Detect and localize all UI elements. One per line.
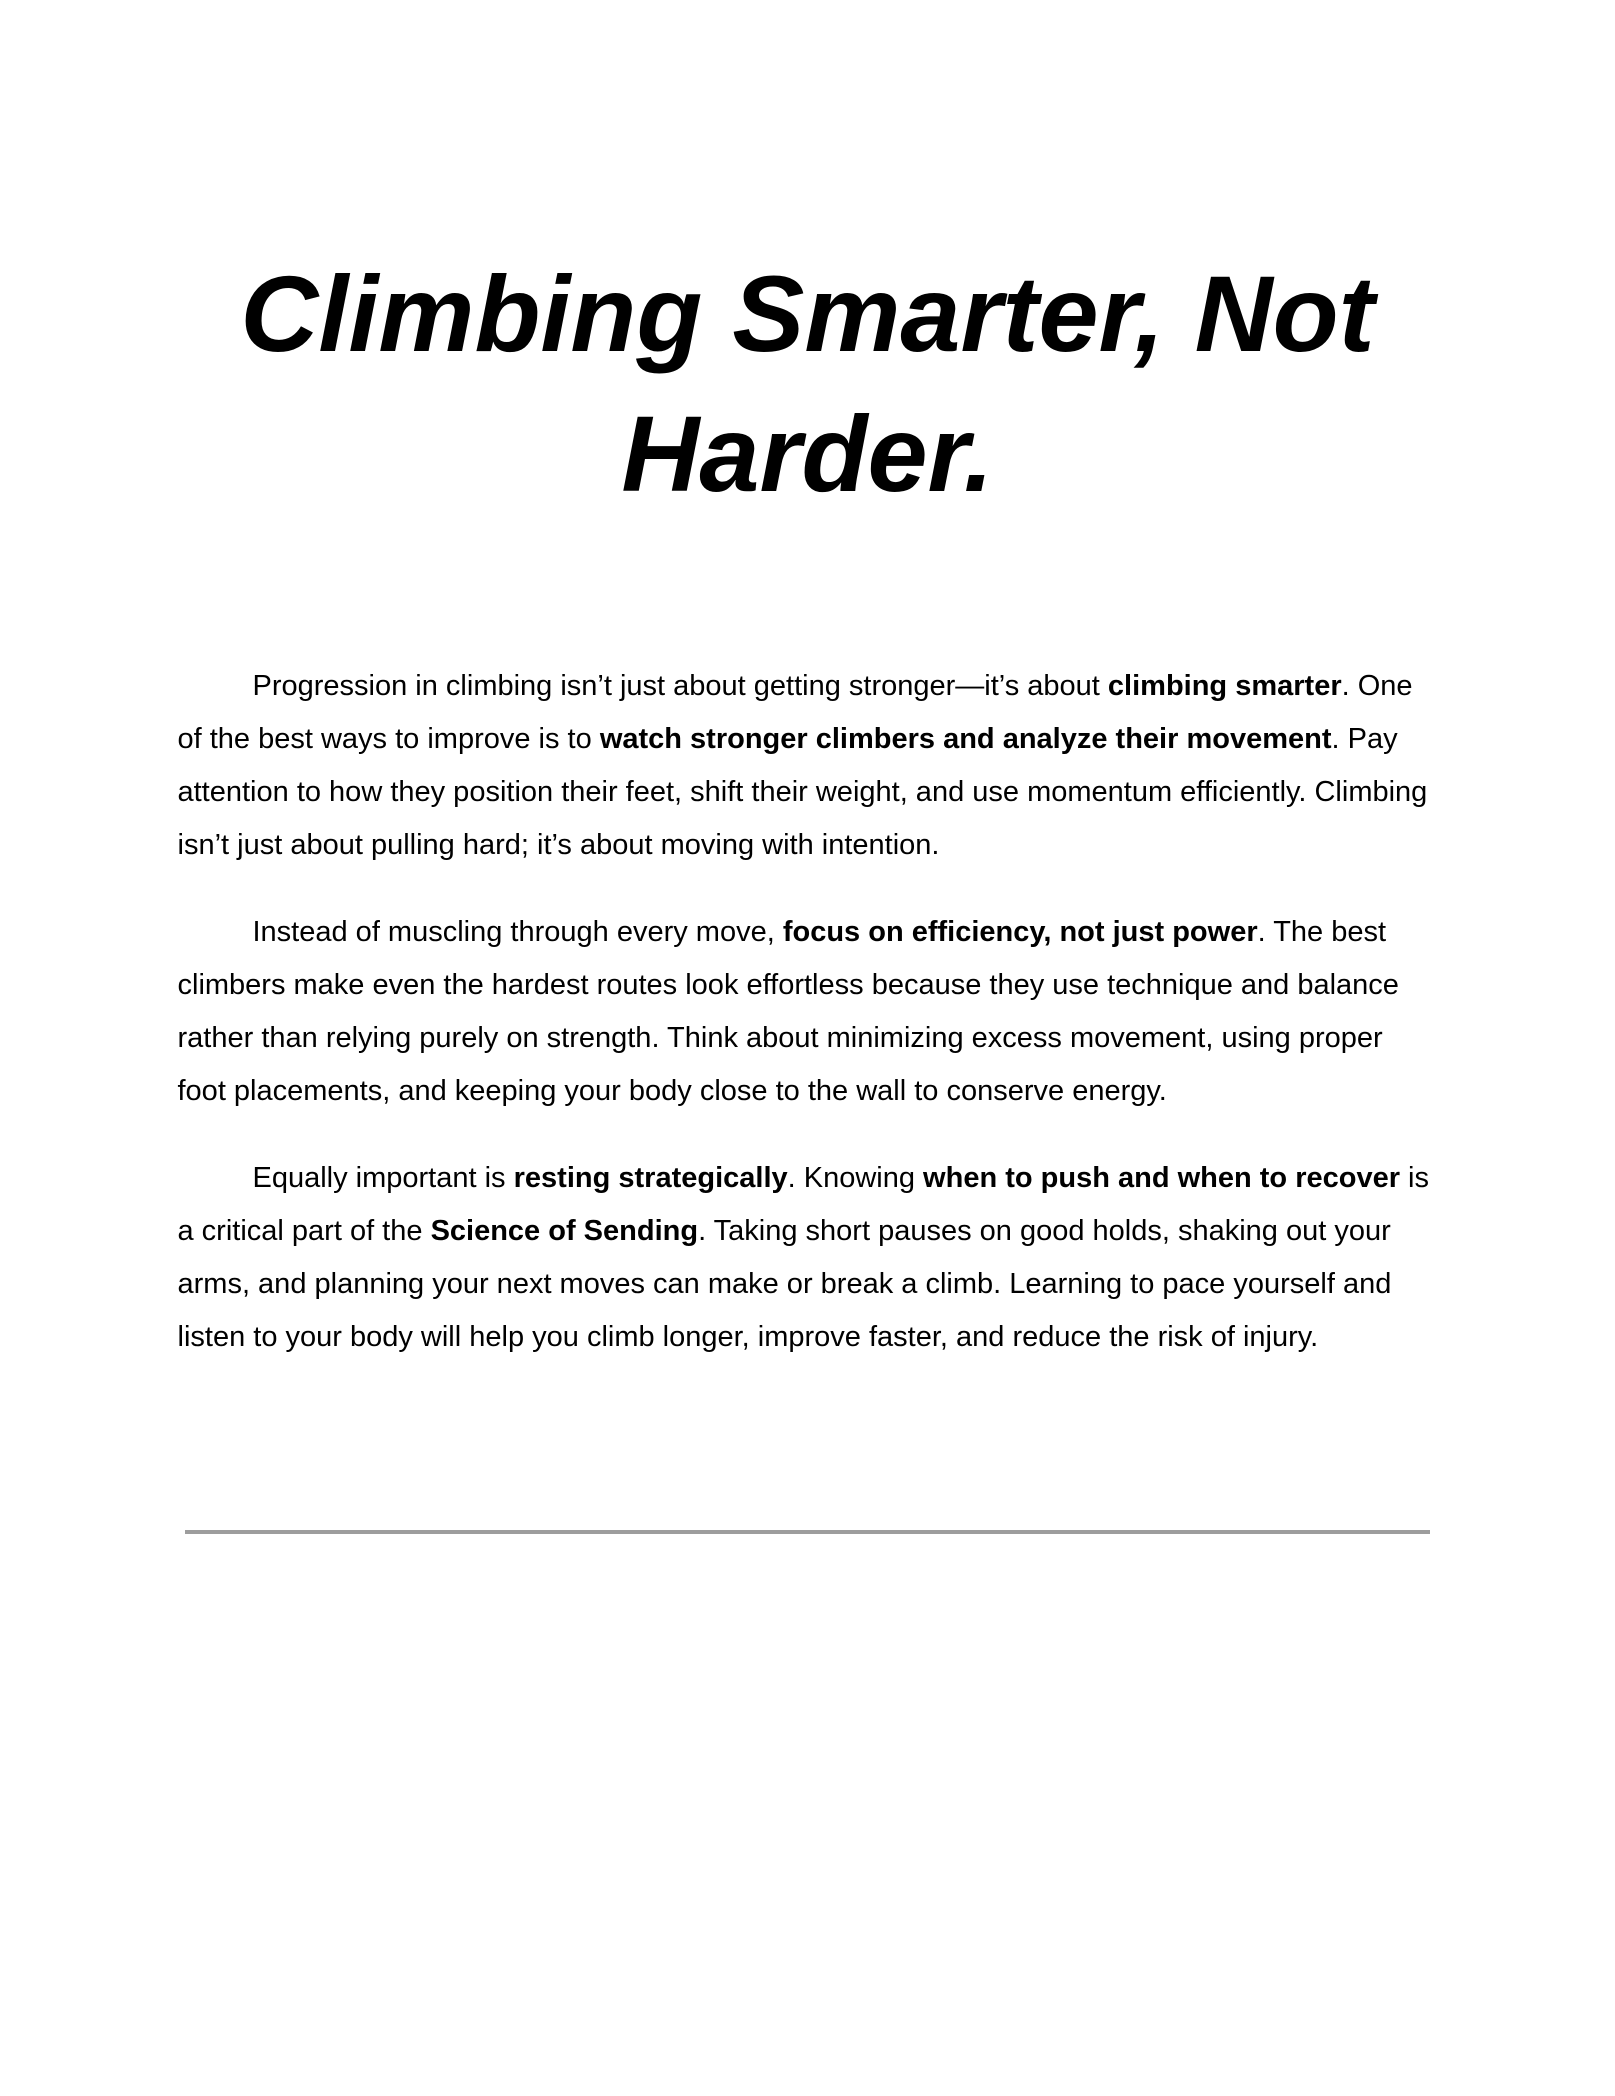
text-run: . The best climbers make even the hardest routes look effortless because they use technique and balance rather than relying purely on strength. Think about minimizing excess movement, using proper foot placements, and keeping your body close to the wall to conserve energy.: [177, 916, 1399, 1107]
paragraph: [178, 660, 1438, 872]
bold-text-run: Science of Sending: [430, 1215, 699, 1247]
title-line-2: Harder.: [621, 393, 994, 514]
bold-text-run: climbing smarter: [1107, 670, 1342, 702]
bold-text-run: focus on efficiency, not just power: [782, 916, 1258, 948]
text-run: Progression in climbing isn’t just about getting stronger—it’s about: [252, 670, 1108, 702]
bold-text-run: resting strategically: [513, 1162, 788, 1194]
page-title: [0, 244, 1615, 524]
text-run: . Pay attention to how they position their feet, shift their weight, and use momentum efficiently. Climbing isn’t just about pulling hard; it’s about moving with intention.: [177, 723, 1428, 861]
text-run: Equally important is: [252, 1162, 514, 1194]
document-body: [178, 660, 1438, 1364]
horizontal-rule: [185, 1530, 1430, 1534]
bold-text-run: when to push and when to recover: [923, 1162, 1400, 1194]
text-run: is a critical part of the: [177, 1162, 1429, 1247]
paragraph: [178, 906, 1438, 1118]
paragraph: [178, 1152, 1438, 1364]
text-run: . Knowing: [787, 1162, 924, 1194]
text-run: . Taking short pauses on good holds, shaking out your arms, and planning your next moves can make or break a climb. Learning to pace yourself and listen to your body will help you climb longer, improve faster, and reduce the risk of injury.: [177, 1215, 1392, 1353]
text-run: Instead of muscling through every move,: [252, 916, 783, 948]
bold-text-run: watch stronger climbers and analyze their movement: [599, 723, 1332, 755]
text-run: . One of the best ways to improve is to: [177, 670, 1413, 755]
title-line-1: Climbing Smarter, Not: [240, 253, 1375, 374]
